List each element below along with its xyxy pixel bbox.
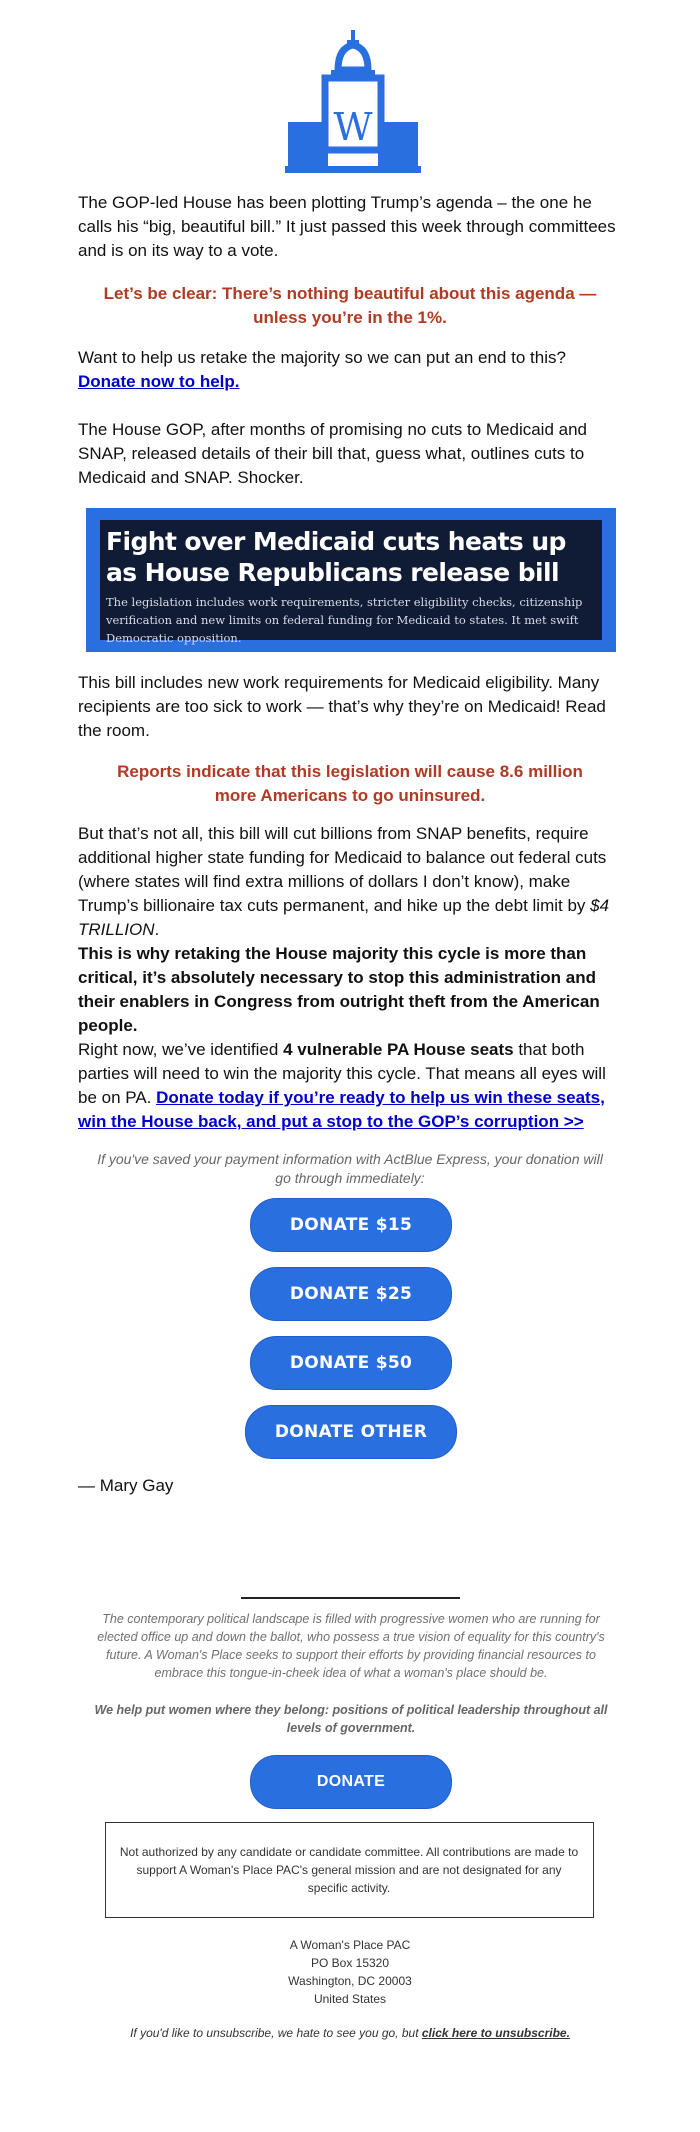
unsubscribe-link[interactable]: click here to unsubscribe. (421, 2026, 570, 2040)
pa-text-2: that both parties will need to win the majority this cycle. That means all eyes will be on PA. (78, 1040, 606, 1107)
snap-text: But that’s not all, this bill will cut billions from SNAP benefits, require additional higher state funding for Medicaid to balance out federal cuts (where states will find extra millions of dollars I don’t know), make Trump’s billionaire tax cuts permanent, and hike up the debt limit by (78, 824, 607, 915)
disclaimer-box (105, 1822, 594, 1918)
news-card (100, 520, 602, 645)
donate-today-link[interactable]: Donate today if you’re ready to help us win these seats, win the House back, and put a stop to the GOP’s corruption >> (78, 1088, 605, 1131)
donate-50-button[interactable]: DONATE $50 (250, 1336, 452, 1390)
snap-end: . (154, 920, 160, 939)
donate-now-link[interactable]: Donate now to help. (78, 372, 240, 391)
footer-description: The contemporary political landscape is filled with progressive women who are running for elected office up and down the ballot, who possess a true vision of equality for this country's future. A Woman's Place seeks to support their efforts by providing financial resources to embrace this tongue-in-cheek idea of what a woman's place should be. (97, 1612, 605, 1680)
pa-bold: 4 vulnerable PA House seats (283, 1040, 514, 1059)
footer-divider (241, 1597, 460, 1599)
donate-25-button[interactable]: DONATE $25 (250, 1267, 452, 1321)
snap-emphasis: $4 TRILLION (78, 896, 610, 939)
disclaimer-text: Not authorized by any candidate or candidate committee. All contributions are made to support A Woman's Place PAC's general mission and are not designated for any specific activity. (119, 1845, 579, 1895)
mailing-address (200, 1936, 500, 2008)
retake-paragraph (78, 346, 624, 394)
unsubscribe-line (60, 2024, 640, 2042)
callout-uninsured: Reports indicate that this legislation will cause 8.6 million more Americans to go uninsured. (117, 762, 583, 805)
footer-donate-button[interactable]: DONATE (250, 1755, 452, 1809)
donate-15-button[interactable]: DONATE $15 (250, 1198, 452, 1252)
signature: — Mary Gay (78, 1476, 174, 1495)
intro-paragraph: The GOP-led House has been plotting Trump’s agenda – the one he calls his “big, beautiful bill.” It just passed this week through committees and is on its way to a vote. (78, 193, 616, 260)
logo-letter: W (333, 105, 373, 149)
retake-house-bold-paragraph: This is why retaking the House majority this cycle is more than critical, it’s absolutely necessary to stop this administration and their enablers in Congress from outright theft from the American people. (78, 944, 600, 1035)
news-subtitle: The legislation includes work requirements, stricter eligibility checks, citizenship verification and new limits on federal funding for Medicaid to states. It met swift Democratic opposition. (106, 595, 583, 645)
address-line: PO Box 15320 (310, 1956, 390, 1970)
retake-text: Want to help us retake the majority so we can put an end to this? (78, 348, 566, 367)
address-line: United States (313, 1992, 387, 2006)
donate-other-button[interactable]: DONATE OTHER (245, 1405, 457, 1459)
capitol-logo-icon (283, 30, 423, 175)
actblue-note: If you've saved your payment information with ActBlue Express, your donation will go through immediately: (97, 1151, 603, 1186)
address-line: A Woman's Place PAC (289, 1938, 411, 1952)
news-title: Fight over Medicaid cuts heats up as House Republicans release bill (106, 527, 566, 587)
unsubscribe-text: If you'd like to unsubscribe, we hate to see you go, but (130, 2026, 422, 2040)
pa-seats-paragraph (78, 1038, 624, 1134)
callout-nothing-beautiful: Let’s be clear: There’s nothing beautiful about this agenda — unless you’re in the 1%. (103, 284, 597, 327)
address-line: Washington, DC 20003 (288, 1974, 412, 1988)
news-headline-banner[interactable] (86, 508, 616, 652)
pa-text-1: Right now, we’ve identified (78, 1040, 284, 1059)
footer-tagline: We help put women where they belong: positions of political leadership throughout all levels of government. (94, 1703, 608, 1735)
snap-paragraph (78, 822, 624, 942)
work-requirements-paragraph: This bill includes new work requirements for Medicaid eligibility. Many recipients are too sick to work — that’s why they’re on Medicaid! Read the room. (78, 673, 606, 740)
house-gop-paragraph: The House GOP, after months of promising no cuts to Medicaid and SNAP, released details of their bill that, guess what, outlines cuts to Medicaid and SNAP. Shocker. (78, 420, 588, 487)
